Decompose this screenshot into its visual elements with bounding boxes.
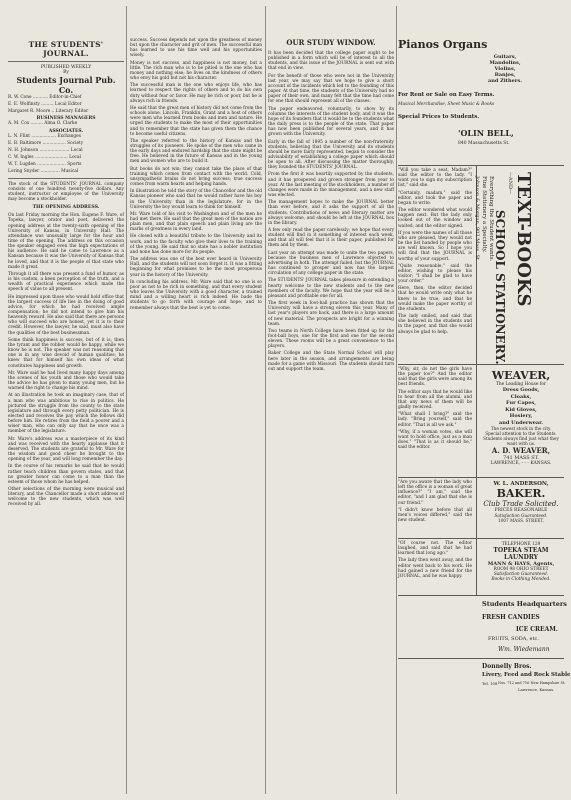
music-ad-item: Mandolins, bbox=[489, 60, 521, 66]
publisher-name: Students Journal Pub. Co. bbox=[16, 75, 116, 95]
article-paragraph: Some think happiness is success, but of it is, then the tyrant and the robber would be happy, while we know he is not. The speaker was not reasoning that one is in any wise devoid of human qualities; he knew that for himself his own ideas of what constitutes happiness and growth. bbox=[8, 337, 124, 369]
column-3 bbox=[268, 38, 394, 794]
article-paragraph: He closed with a beautiful tribute to the University and its work, and to the faculty who give their lives to the training of the young. He said that no state has a nobler institution and none has done more for its people. bbox=[130, 234, 262, 255]
laundry-owners: MANN & HAYS, Agents, bbox=[487, 561, 555, 567]
anecdote-paragraph: The lady then went away, and the editor went back to his work. He had gained a new friend for the JOURNAL, and he was happy. bbox=[398, 558, 472, 579]
article-paragraph: success. Success depends not upon the greatness of money but upon the character and grit of men. The successful man has learned to use his time well and his opportunities wisely. bbox=[130, 38, 262, 59]
laundry-phone: TELEPHONE 129 bbox=[501, 542, 541, 547]
baker-name: W. L. ANDERSON, bbox=[493, 481, 549, 487]
anecdote-paragraph: "Certainly, madam," said the editor, and took the paper and began to write. bbox=[398, 190, 472, 206]
students-hq-name: Wm. Wiedemann bbox=[498, 646, 550, 653]
editorial-paragraph: The management hopes to make the JOURNAL better than ever before, and it asks the support of all the students. Contributions of news and literary matter are always welcome, and should be left at the JOURNAL box in the library. bbox=[268, 200, 394, 226]
editorial-paragraph: The first week in foot-ball practice has shown that the University will have a strong eleven this year. Many of last year's players are back, and there is a large amount of new material. The prospects are bright for a winning team. bbox=[268, 301, 394, 327]
article-paragraph: In concluding his address, Mr. Ware said that no one is so poor as not to be rich in something, and that every student who leaves the University with a good character, a trained mind and a willing heart is rich indeed. He bade the students to go forth with courage and hope, and to remember always that the best is yet to come. bbox=[130, 279, 262, 311]
article-paragraph: But books do not win; they cannot take the place of that training which comes from contact with the world. Cold, unsympathetic brains do not bring success; true success comes from warm hearts and helping hands. bbox=[130, 166, 262, 188]
published-line: PUBLISHED WEEKLY bbox=[40, 65, 92, 70]
article-paragraph: In illustration he told the story of the Chancellor and the old Kansas pioneer who said that he would rather have his boy in the University than in the legislature, for in the University the boy would learn to think for himself. bbox=[130, 189, 262, 210]
column-2 bbox=[130, 38, 262, 794]
intro-paragraph: The stock of the STUDENTS' JOURNAL company consists of one hundred twenty-five dollars. Any student, instructor or employee of the University may become a stockholder. bbox=[8, 181, 124, 203]
weaver-item: and Underwear. bbox=[498, 419, 544, 426]
textbooks-line: Everything the Student wants. bbox=[488, 176, 494, 262]
article-paragraph: The address was one of the best ever heard in University Hall, and the students will not soon forget it. It was a fitting beginning for what promises to be the most prosperous year in the history of the University. bbox=[130, 257, 262, 278]
article-paragraph: Through it all there was present a fund of humor, as is his custom, a keen perception of the truth, and a wealth of practical experience which made the speech of value to all present. bbox=[8, 271, 124, 293]
weaver-item: Cloaks, bbox=[510, 393, 532, 400]
column-1 bbox=[8, 0, 124, 510]
weaver-item: Kid Gloves, bbox=[505, 406, 537, 413]
textbooks-section bbox=[398, 166, 564, 365]
by-line: By bbox=[63, 70, 69, 75]
editorial-paragraph: Two teams in North College have been fitted up for the foot-ball boys, one for the first and one for the second eleven. These rooms will be a great convenience to the players. bbox=[268, 328, 394, 350]
textbooks-ad bbox=[476, 166, 565, 364]
music-ad bbox=[398, 38, 564, 166]
students-hq-ice: ICE CREAM. bbox=[516, 626, 558, 633]
textbooks-title: TEXT-BOOKS bbox=[513, 172, 534, 307]
music-ad-dealer: 'OLIN BELL, bbox=[458, 128, 514, 138]
article-paragraph: Money is not success, and happiness is not money, but a little. The rich man who is to be pitied is the one who has money and nothing else; he lives on the kindness of others who envy his gold but not his character. bbox=[130, 60, 262, 82]
column-4 bbox=[398, 38, 571, 794]
editorial-paragraph: Last year an attempt was made to unite the two papers, because the business men of Lawrence objected to advertising in both. The attempt failed, but the JOURNAL has continued to prosper and now has the largest circulation of any college paper in the state. bbox=[268, 250, 394, 277]
anecdote-paragraph: The editor wondered what would happen next. But the lady only looked out of the window and waited, and the editor signed. bbox=[398, 208, 472, 229]
weaver-item: Hosiery, bbox=[509, 413, 533, 419]
anecdote-paragraph: If you were the names of all those who are pleased, they would not be the list handed by people who are well known. So I hope you will find that the JOURNAL is worthy of your support. bbox=[398, 230, 472, 262]
weaver-firm: A. D. WEAVER, bbox=[491, 446, 551, 455]
associate-line: L. N. Flint .................. Exchanges bbox=[8, 133, 81, 139]
weaver-section bbox=[398, 365, 564, 478]
textbooks-line: Johnson & Morgan, 903 Mass. St. bbox=[474, 176, 480, 262]
associate-line: W. T. Lugden ..................... Sports bbox=[8, 162, 82, 168]
editorial-paragraph: Baker College and the State Normal School will play here later in the season, and arrangements are being made for a game with Missouri. The students should turn out and support the team. bbox=[268, 351, 394, 372]
baker-ad bbox=[476, 478, 565, 538]
students-hq-candies: FRESH CANDIES bbox=[482, 614, 540, 621]
staff-line: R. W. Cone ........... Editor-in-Chief bbox=[8, 95, 82, 100]
textbooks-school: SCHOOL STATIONERY. bbox=[493, 210, 507, 365]
baker-satisfaction: Satisfaction Guaranteed. bbox=[494, 513, 548, 518]
article-paragraph: On last Friday morning the Hon. Eugene F. Ware, of Topeka, lawyer, orator and poet, delivered the opening address at the twenty-sixth opening of the University of Kansas, in University Hall. The attendance was unusually large for the hour and time of the opening. The address on this occasion the speaker engaged even the high expectations of his audience. He said he came to Lawrence as a Kansan because it was the University of Kansas that he loved, and that it is the people of that state who made it great. bbox=[8, 213, 124, 270]
editorial-paragraph: The STUDENTS' JOURNAL takes pleasure in extending a hearty welcome to the new students and to the new members of the faculty. We hope that the year will be a pleasant and profitable one for all. bbox=[268, 278, 394, 299]
associates-heading: ASSOCIATES. bbox=[48, 128, 84, 134]
article-paragraph: In the course of his remarks he said that he would rather teach children than govern states, and that no greater honor can come to a man than the esteem of those whom he has helped. bbox=[8, 464, 124, 485]
livery-line: Livery, Feed and Rock Stable bbox=[482, 672, 571, 678]
column-rule bbox=[265, 6, 266, 794]
anecdote-paragraph: "What shall I bring?" said the lady. "Bring yourself," said the editor. "That is all we ask." bbox=[398, 412, 472, 428]
music-ad-title: Pianos Organs bbox=[398, 38, 488, 51]
livery-city: Lawrence, Kansas. bbox=[518, 687, 555, 692]
baker-prices: PRICES REASONABLE bbox=[494, 508, 548, 513]
students-hq-fruits: FRUITS, SODA, etc. bbox=[488, 636, 539, 642]
weaver-items bbox=[477, 387, 565, 426]
anecdote-text bbox=[398, 480, 472, 536]
divider bbox=[8, 178, 124, 179]
music-ad-list bbox=[460, 54, 550, 84]
laundry-section bbox=[398, 539, 564, 596]
anecdote-paragraph: The editor says that he would like to hear from all the alumni, and that any news of them will be gladly received. bbox=[398, 389, 472, 411]
music-ad-item: Guitars, bbox=[493, 54, 517, 60]
article-paragraph: Mr. Ware's address was a masterpiece of its kind and was received with the hearty applause that it deserved. The students are grateful to Mr. Ware for the wisdom and good cheer he brought to the opening of the year, and will long remember the day. bbox=[8, 436, 124, 463]
livery-ad bbox=[398, 659, 571, 699]
weaver-tagline: The Leading House for bbox=[496, 382, 546, 387]
baker-section bbox=[398, 478, 564, 539]
associate-line: E. B. Baltimore ................. Society bbox=[8, 140, 84, 146]
anecdote-paragraph: "Of course not. The editor laughed, and said that he had learned that long ago." bbox=[398, 541, 472, 557]
anecdote-text bbox=[398, 168, 472, 362]
staff-line: E. E. Wolfinsty ......... Local Editor bbox=[8, 102, 82, 108]
anecdote-paragraph: "I didn't know before that all men's voices differed," said the new student. bbox=[398, 507, 472, 524]
associate-line: Loring Snyder .............. Musical bbox=[8, 169, 79, 175]
article-paragraph: At an illustration he took an imaginary case, that of a man who was ambitious to rise in politics. He pictured the struggle from the county to the state legislature and through every petty politician. He is elected and receives the pay which the fellows did before him. He retires from the field a poorer and a wiser man, who can only say that he once was a member of the legislature. bbox=[8, 393, 124, 435]
anecdote-paragraph: "Why, sir, do not the girls have the paper too?" And the editor said that the girls were among its best friends. bbox=[398, 367, 472, 388]
students-hq-title: Students Headquarters bbox=[482, 600, 567, 608]
editorial-paragraph: It has been decided that the college paper ought to be published in a form which will be of interest to all the students, and this issue of the JOURNAL is sent out with that end in view. bbox=[268, 51, 394, 72]
article-paragraph: Other selections of the morning were musical and literary, and the Chancellor made a short address of welcome to the new students, which was well received by all. bbox=[8, 487, 124, 508]
weaver-special: Special attention to the Students. Students always find just what they want with us. bbox=[483, 431, 559, 446]
textbooks-and: —AND— bbox=[507, 172, 513, 194]
column-rule bbox=[396, 6, 397, 794]
editorial-paragraph: For the benefit of those who were not in the University last year, we may say that we hope to give a short account of the incidents which led to the founding of this paper. At that time, the students of the University had no paper of their own, and many felt that the time had come for one that should represent all of the classes. bbox=[268, 73, 394, 105]
baker-address: 1007 MASS. STREET. bbox=[498, 518, 544, 523]
livery-address: Nos. 712 and 716 New Hampshire St. bbox=[498, 681, 566, 685]
music-ad-supplies: Musical Merchandise, Sheet Music & Books bbox=[398, 102, 495, 107]
anecdote-paragraph: "Quite reasonable," said the editor, wishing to please his visitor; "I shall be glad to have your order." bbox=[398, 263, 472, 285]
article-paragraph: The successful man is the one who enjoys life, who has learned to respect the rights of others and to do his own duty without fear or favor. He may be rich or poor, but he is always rich in friends. bbox=[130, 83, 262, 104]
music-ad-item: Violins, bbox=[494, 66, 516, 72]
anecdote-text bbox=[398, 367, 472, 475]
editorial-paragraph: A few only read the paper carelessly; we hope that every student will find in it something of interest each week, and that all will feel that it is their paper, published for them and by them. bbox=[268, 228, 394, 249]
article-paragraph: He said that the great men of history did not come from the schools alone. Lincoln, Franklin, Grant and a host of others were men who learned from books and men and nature. He urged the students to make the most of their opportunities and to remember that the state has given them the chance to become useful citizens. bbox=[130, 105, 262, 137]
article-paragraph: Mr. Ware told of his visit to Washington and of the men he had met there. He said that the great men of the nation are plain men, and that plain speech and plain living are the marks of greatness in every land. bbox=[130, 211, 262, 233]
weaver-note: The newest stock in the city. bbox=[490, 426, 552, 431]
weaver-item: Dress Goods, bbox=[502, 387, 540, 393]
weaver-item: Fur Capes, bbox=[506, 400, 536, 406]
article-heading: THE OPENING ADDRESS. bbox=[32, 205, 100, 211]
textbooks-line: Fine Stationery a Specialty. bbox=[481, 176, 487, 253]
laundry-books: Books in Clothing Mended. bbox=[491, 577, 551, 582]
laundry-room: ROOM 98 OHIO STREET bbox=[493, 567, 549, 572]
staff-line: Margaret R. Moore .. Literary Editor bbox=[8, 109, 89, 115]
business-heading: BUSINESS MANAGERS bbox=[36, 116, 96, 122]
anecdote-paragraph: The lady smiled, and said that she believed in the students and in the paper, and that she would always be glad to help. bbox=[398, 314, 472, 335]
section-heading: OUR STUDY WINDOW. bbox=[286, 38, 376, 47]
anecdote-paragraph: "Will you take a seat, Madam?" said the editor to the lady. "I want you to sign my subscription list," said she. bbox=[398, 168, 472, 189]
weaver-address: 741 MASS ST. bbox=[503, 455, 539, 461]
weaver-ad bbox=[476, 365, 565, 477]
anecdote-paragraph: "Why, if a woman votes, she will want to hold office, just as a man does." "That is as it should be," said the editor. bbox=[398, 429, 472, 451]
laundry-satisfaction: Satisfaction Guaranteed. bbox=[493, 572, 549, 577]
music-ad-rent: For Rent or Sale on Easy Terms. bbox=[398, 92, 495, 98]
article-paragraph: He impressed upon those who would hold office that the largest success of life lies in the doing of good advice, for which he had received ample compensation; he did not intend to give him his heavenly reward. He also said that there are persons who will succeed who are honest, yet it is to their credit. However, the lawyer, he said, must also have the qualities of the best businessman. bbox=[8, 294, 124, 336]
editorial-paragraph: From the first it was heartily supported by the students, and it has prospered and grown stronger from year to year. At the last meeting of the stockholders, a number of changes were made in the management, and a new staff was elected. bbox=[268, 172, 394, 199]
anecdote-paragraph: "Are you aware that the lady who left the office is a woman of great influence?" "I am," said the editor, "and I am glad that she is our friend." bbox=[398, 480, 472, 506]
associate-line: C. W. Ingles ........................ Local bbox=[8, 155, 81, 161]
music-ad-item: Banjos, bbox=[494, 72, 516, 78]
article-paragraph: The speaker referred to the history of Kansas and the struggles of its pioneers. He spoke of the men who came in the early days and endured hardship that the state might be free. He believed in the future of Kansas and in the young men and women who are to build it. bbox=[130, 138, 262, 165]
livery-tel: Tel. 108 bbox=[482, 681, 498, 686]
divider bbox=[8, 61, 124, 62]
associate-line: N. H. Johnson ...................... Local bbox=[8, 147, 83, 153]
business-line: A. M. Cox ......... Alma O. Clarke bbox=[8, 121, 78, 127]
livery-name: Donnelly Bros. bbox=[482, 663, 532, 670]
editorial-paragraph: The paper endeavored, voluntarily, to show by its columns the interests of the student body, and it was the hope of its founders that it would be to the students what the daily press is to the people of the state. That paper has now been published for several years, and it has grown with the University. bbox=[268, 106, 394, 138]
students-hq-ad bbox=[398, 596, 567, 659]
music-ad-item: and Zithers. bbox=[488, 78, 522, 84]
column-rule bbox=[126, 6, 127, 794]
weaver-city: LAWRENCE, - - - KANSAS. bbox=[490, 461, 552, 466]
article-paragraph: Mr. Ware said he had lived many happy days among the scenes of his youth and those who would take the advice he has given to many young men, but he warned the right to change his mind. bbox=[8, 370, 124, 392]
weaver-name: WEAVER, bbox=[491, 369, 551, 382]
editorial-paragraph: Early in the fall of 1895 a number of the non-fraternity students, believing that the University and its students should be more fairly represented, began to consider the advisability of establishing a college paper which should be open to all. After discussing the matter thoroughly, they founded the STUDENTS' JOURNAL. bbox=[268, 139, 394, 171]
laundry-name: TOPEKA STEAM LAUNDRY bbox=[493, 547, 549, 561]
baker-club: Club Trade Solicited. bbox=[483, 500, 559, 508]
music-ad-prices: Special Prices to Students. bbox=[398, 114, 480, 120]
anecdote-text bbox=[398, 541, 472, 593]
laundry-ad bbox=[476, 539, 565, 595]
baker-trade: BAKER. bbox=[496, 487, 546, 500]
music-ad-address: 840 Massachusetts St. bbox=[458, 141, 510, 146]
anecdote-paragraph: Here, then, the editor decided that he would write only what he knew to be true, and that he would make the paper worthy of the students. bbox=[398, 286, 472, 312]
masthead: THE STUDENTS' JOURNAL. bbox=[28, 40, 104, 58]
